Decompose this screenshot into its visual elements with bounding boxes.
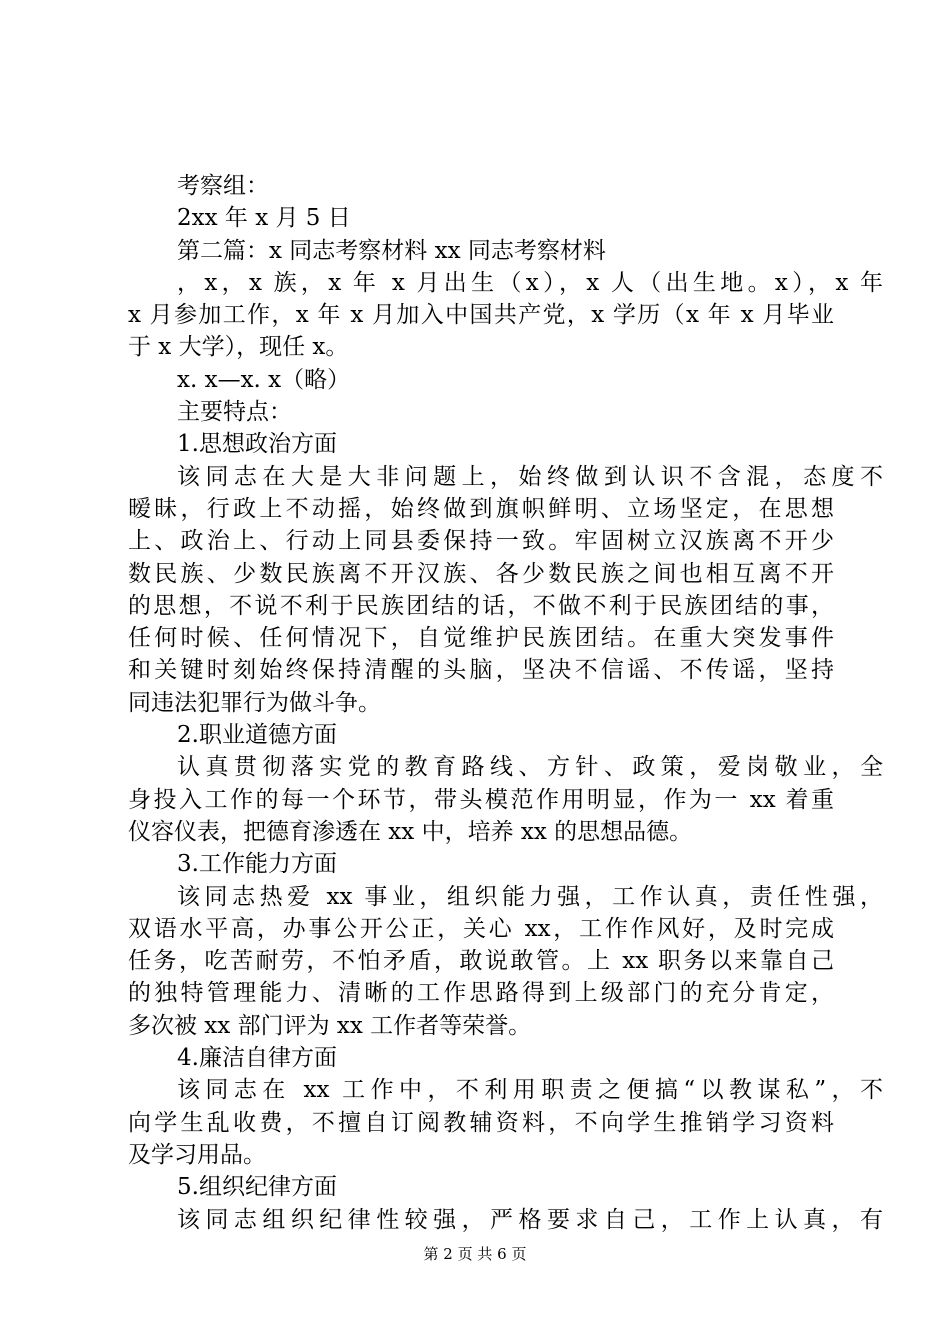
subheading-integrity: 4.廉洁自律方面 [177,1045,337,1072]
paragraph-line: x. x—x. x（略） [177,366,351,393]
paragraph-line: 该同志在 xx 工作中，不利用职责之便搞“以教谋私”，不 [177,1077,883,1104]
paragraph-line: 仪容仪表，把德育渗透在 xx 中，培养 xx 的思想品德。 [128,818,693,845]
paragraph-line: 双语水平高，办事公开公正，关心 xx，工作作风好，及时完成 [128,915,834,942]
subheading-discipline: 5.组织纪律方面 [177,1174,337,1201]
paragraph-line: ，x，x 族，x 年 x 月出生（x），x 人（出生地。x），x 年 [177,269,883,296]
paragraph-line: 同违法犯罪行为做斗争。 [128,689,381,716]
paragraph-line: 该同志组织纪律性较强，严格要求自己，工作上认真，有 [177,1206,883,1233]
subheading: 主要特点： [177,399,292,426]
subheading-political: 1.思想政治方面 [177,431,337,458]
paragraph-line: 及学习用品。 [128,1141,266,1168]
paragraph-line: 该同志在大是大非问题上，始终做到认识不含混，态度不 [177,463,883,490]
paragraph-line: 于 x 大学），现任 x。 [128,334,349,361]
paragraph-line: 暧昧，行政上不动摇，始终做到旗帜鲜明、立场坚定，在思想 [128,495,834,522]
paragraph-line: 上、政治上、行动上同县委保持一致。牢固树立汉族离不开少 [128,528,834,555]
section-heading: 第二篇：x 同志考察材料 xx 同志考察材料 [177,237,606,264]
paragraph-line: x 月参加工作，x 年 x 月加入中国共产党，x 学历（x 年 x 月毕业 [128,302,834,329]
paragraph-line: 和关键时刻始终保持清醒的头脑，坚决不信谣、不传谣，坚持 [128,657,834,684]
paragraph-line: 向学生乱收费，不擅自订阅教辅资料，不向学生推销学习资料 [128,1109,834,1136]
subheading-ability: 3.工作能力方面 [177,851,337,878]
paragraph-line: 数民族、少数民族离不开汉族、各少数民族之间也相互离不开 [128,560,834,587]
document-body [128,170,883,1236]
subheading-ethics: 2.职业道德方面 [177,722,337,749]
paragraph-line: 任何时候、任何情况下，自觉维护民族团结。在重大突发事件 [128,625,834,652]
page-number: 第 2 页 共 6 页 [423,1245,527,1263]
paragraph-line: 任务，吃苦耐劳，不怕矛盾，敢说敢管。上 xx 职务以来靠自己 [128,948,834,975]
page-footer [0,1244,950,1264]
signature-line: 考察组： [177,173,269,199]
paragraph-line: 认真贯彻落实党的教育路线、方针、政策，爱岗敬业，全 [177,754,883,781]
paragraph-line: 该同志热爱 xx 事业，组织能力强，工作认真，责任性强， [177,883,883,910]
paragraph-line: 多次被 xx 部门评为 xx 工作者等荣誉。 [128,1012,532,1039]
paragraph-line: 的独特管理能力、清晰的工作思路得到上级部门的充分肯定， [128,980,834,1007]
date-line: 2xx 年 x 月 5 日 [177,205,351,232]
paragraph-line: 的思想，不说不利于民族团结的话，不做不利于民族团结的事， [128,592,834,619]
paragraph-line: 身投入工作的每一个环节，带头模范作用明显，作为一 xx 着重 [128,786,834,813]
